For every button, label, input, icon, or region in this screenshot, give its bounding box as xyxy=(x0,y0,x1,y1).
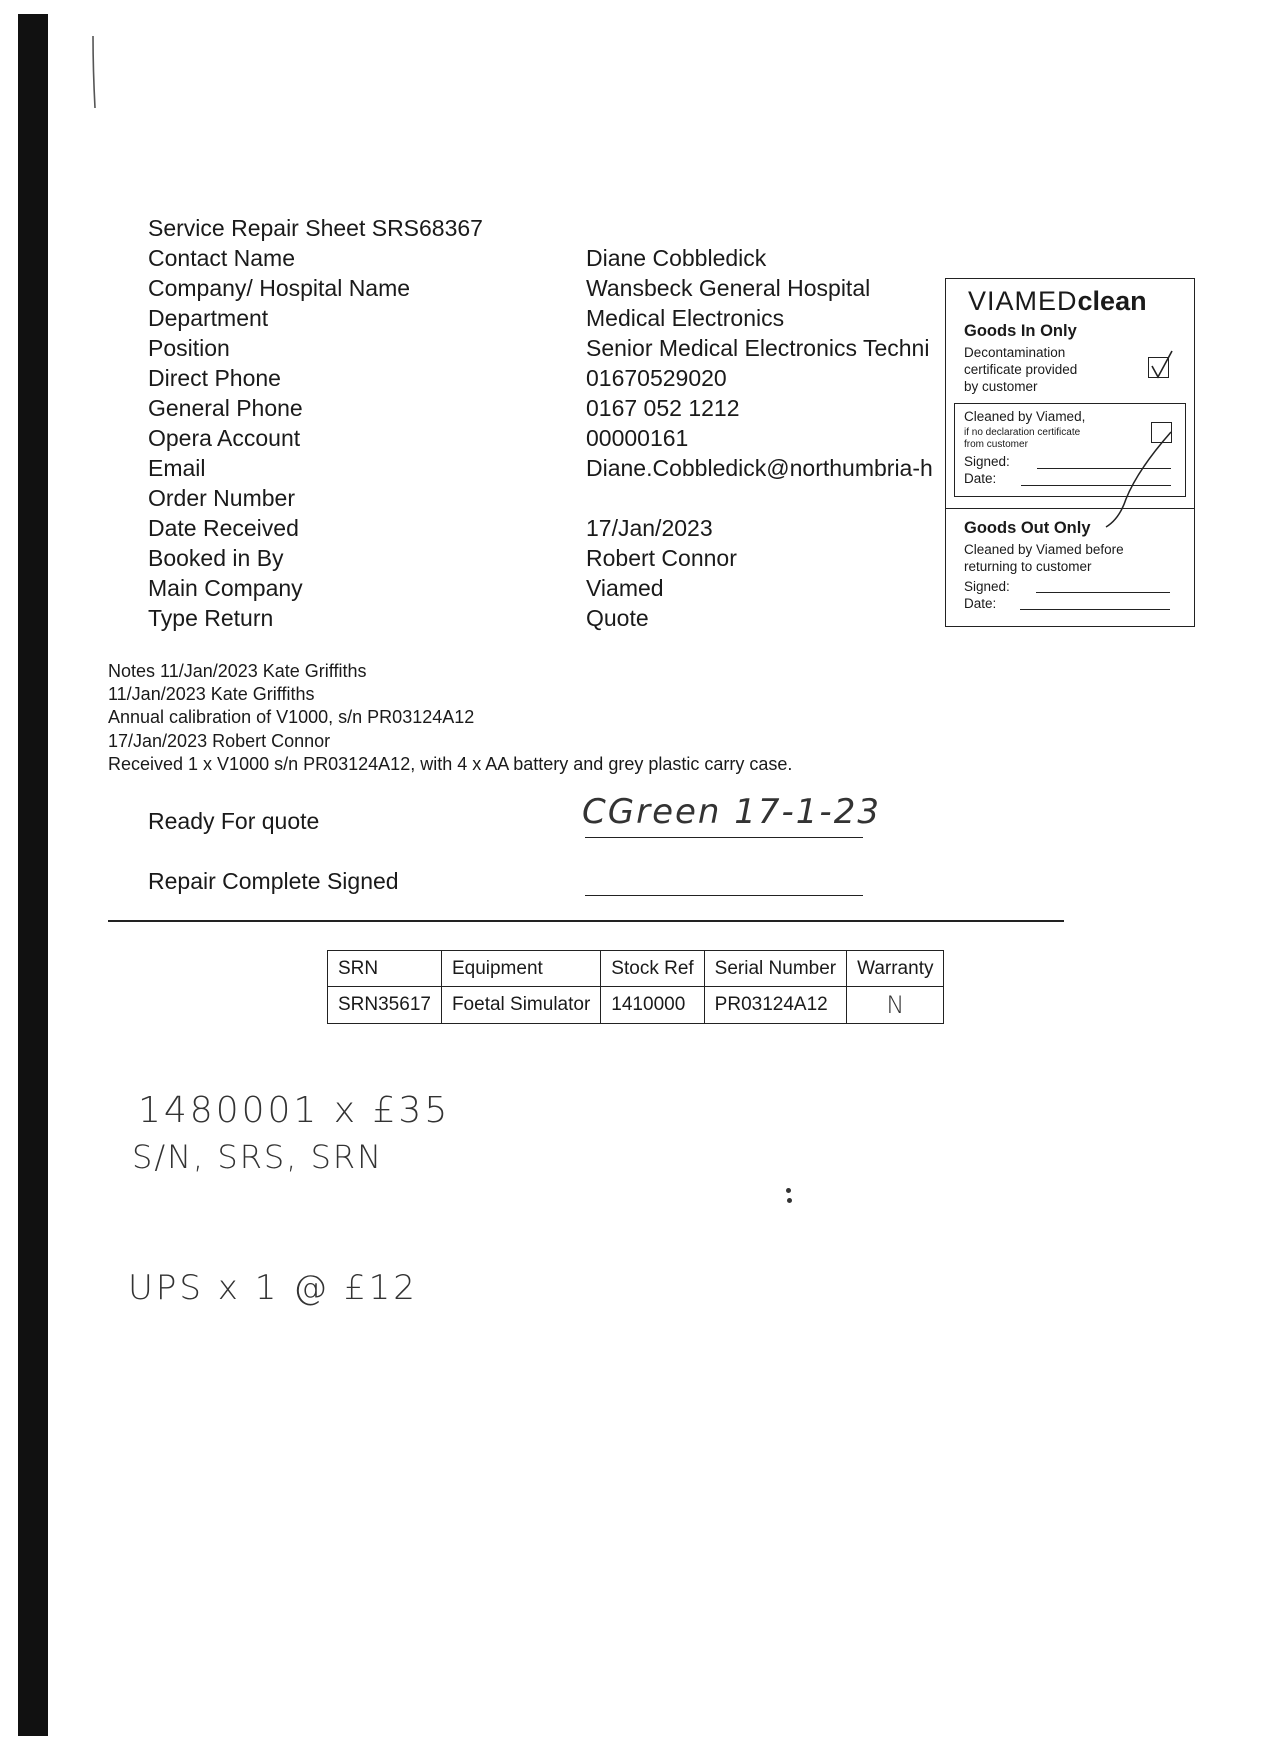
label-contact-name: Contact Name xyxy=(148,245,296,271)
note-line: 17/Jan/2023 Robert Connor xyxy=(108,730,331,751)
cell-serial-number: PR03124A12 xyxy=(704,987,846,1024)
repair-complete-label: Repair Complete Signed xyxy=(148,868,399,894)
value-opera-account: 00000161 xyxy=(586,425,689,451)
value-position: Senior Medical Electronics Techni xyxy=(586,335,930,361)
value-department: Medical Electronics xyxy=(586,305,785,331)
label-main-company: Main Company xyxy=(148,575,303,601)
cleaned-title: Cleaned by Viamed, xyxy=(964,409,1086,424)
note-line: Notes 11/Jan/2023 Kate Griffiths xyxy=(108,661,367,681)
header-cell: Equipment xyxy=(441,951,600,987)
viamed-clean-box xyxy=(945,278,1195,627)
box-divider xyxy=(946,508,1194,509)
handwritten-note-1: 1480001 x £35 xyxy=(138,1090,451,1131)
sheet-title: Service Repair Sheet SRS68367 xyxy=(148,215,483,241)
note-line: Annual calibration of V1000, s/n PR03124A12 xyxy=(108,707,475,728)
table-row xyxy=(328,987,944,1024)
header-cell: Warranty xyxy=(847,951,944,987)
cell-srn: SRN35617 xyxy=(328,987,442,1024)
date-label-2: Date: xyxy=(964,596,997,611)
ink-speck xyxy=(787,1198,792,1203)
ready-signature: CGreen 17-1-23 xyxy=(582,792,881,832)
date-line-2[interactable] xyxy=(1020,609,1170,610)
ready-signature-line[interactable] xyxy=(585,837,863,838)
label-email: Email xyxy=(148,455,206,481)
header-cell: Stock Ref xyxy=(601,951,704,987)
goods-in-title: Goods In Only xyxy=(964,322,1077,340)
viamed-logo: VIAMEDclean xyxy=(968,286,1147,316)
date-label: Date: xyxy=(964,471,997,486)
signed-label: Signed: xyxy=(964,454,1010,469)
value-order-number xyxy=(586,483,944,513)
value-general-phone: 0167 052 1212 xyxy=(586,395,740,421)
repair-complete-line[interactable] xyxy=(585,895,863,896)
label-position: Position xyxy=(148,335,230,361)
value-company: Wansbeck General Hospital xyxy=(586,275,871,301)
label-direct-phone: Direct Phone xyxy=(148,365,281,391)
value-booked-in-by: Robert Connor xyxy=(586,545,737,571)
signed-line-2[interactable] xyxy=(1036,592,1170,593)
label-company: Company/ Hospital Name xyxy=(148,275,411,301)
label-general-phone: General Phone xyxy=(148,395,303,421)
value-contact-name: Diane Cobbledick xyxy=(586,245,767,271)
tick-mark-icon xyxy=(1146,349,1176,383)
value-direct-phone: 01670529020 xyxy=(586,365,727,391)
value-main-company: Viamed xyxy=(586,575,664,601)
label-date-received: Date Received xyxy=(148,515,299,541)
handwritten-note-2: S/N, SRS, SRN xyxy=(132,1138,384,1176)
scan-edge xyxy=(18,14,48,1736)
staple-mark xyxy=(84,34,104,114)
label-booked-in-by: Booked in By xyxy=(148,545,284,571)
notes-block xyxy=(108,660,792,776)
signed-label-2: Signed: xyxy=(964,579,1010,594)
cell-stock-ref: 1410000 xyxy=(601,987,704,1024)
cell-equipment: Foetal Simulator xyxy=(441,987,600,1024)
header-cell: SRN xyxy=(328,951,442,987)
label-order-number: Order Number xyxy=(148,485,295,511)
label-department: Department xyxy=(148,305,269,331)
table-header-row xyxy=(328,951,944,987)
value-date-received: 17/Jan/2023 xyxy=(586,515,713,541)
header-cell: Serial Number xyxy=(704,951,846,987)
cell-warranty: N xyxy=(847,987,944,1024)
note-line: Received 1 x V1000 s/n PR03124A12, with 4 x AA battery and grey plastic carry case. xyxy=(108,753,793,774)
label-type-return: Type Return xyxy=(148,605,274,631)
value-type-return: Quote xyxy=(586,605,649,631)
field-values xyxy=(586,243,944,633)
equipment-table xyxy=(327,950,944,1024)
goods-in-text: Decontamination certificate provided by customer xyxy=(964,345,1078,394)
goods-out-title: Goods Out Only xyxy=(964,519,1091,537)
ink-speck xyxy=(786,1188,791,1193)
ready-for-quote-label: Ready For quote xyxy=(148,808,320,834)
goods-out-text: Cleaned by Viamed before returning to customer xyxy=(964,542,1124,574)
handwritten-note-3: UPS x 1 @ £12 xyxy=(128,1268,418,1308)
cleaned-small-text: if no declaration certificate from customer xyxy=(964,427,1081,450)
handwritten-strike-mark xyxy=(1096,429,1176,529)
value-email: Diane.Cobbledick@northumbria-h xyxy=(586,455,933,481)
field-labels xyxy=(148,243,410,633)
label-opera-account: Opera Account xyxy=(148,425,301,451)
note-line: 11/Jan/2023 Kate Griffiths xyxy=(108,684,315,705)
section-divider xyxy=(108,920,1064,922)
